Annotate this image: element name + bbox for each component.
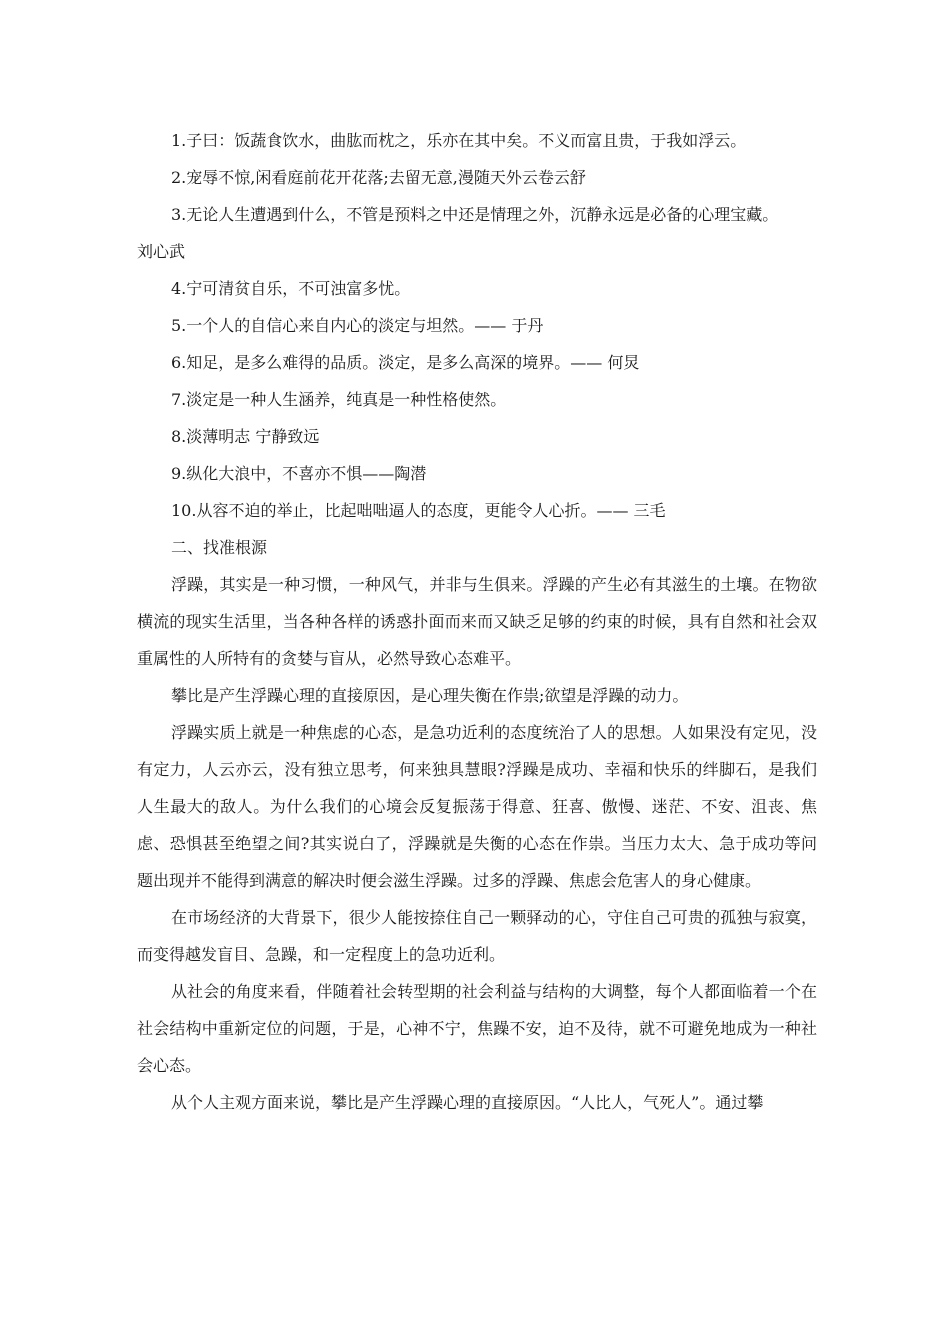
- quote-6: 6.知足，是多么难得的品质。淡定，是多么高深的境界。—— 何炅: [171, 353, 640, 372]
- paragraph-1: 浮躁，其实是一种习惯，一种风气，并非与生俱来。浮躁的产生必有其滋生的土壤。在物欲横流的现实生活里，当各种各样的诱惑扑面而来而又缺乏足够的约束的时候，具有自然和社会双重属性的人所特有的贪婪与盲从，必然导致心态难平。: [137, 575, 817, 668]
- section-heading: 二、找准根源: [171, 538, 268, 557]
- quote-10: 10.从容不迫的举止，比起咄咄逼人的态度，更能令人心折。—— 三毛: [171, 501, 666, 520]
- quote-7: 7.淡定是一种人生涵养，纯真是一种性格使然。: [171, 390, 507, 409]
- quote-5: 5.一个人的自信心来自内心的淡定与坦然。—— 于丹: [171, 316, 544, 335]
- paragraph-2: 攀比是产生浮躁心理的直接原因，是心理失衡在作祟;欲望是浮躁的动力。: [171, 686, 689, 705]
- quote-4: 4.宁可清贫自乐，不可浊富多忧。: [171, 279, 411, 298]
- paragraph-4: 在市场经济的大背景下，很少人能按捺住自己一颗驿动的心，守住自己可贵的孤独与寂寞，而变得越发盲目、急躁，和一定程度上的急功近利。: [137, 908, 817, 964]
- paragraph-3: 浮躁实质上就是一种焦虑的心态，是急功近利的态度统治了人的思想。人如果没有定见，没有定力，人云亦云，没有独立思考，何来独具慧眼?浮躁是成功、幸福和快乐的绊脚石，是我们人生最大的敌人。为什么我们的心境会反复振荡于得意、狂喜、傲慢、迷茫、不安、沮丧、焦虑、恐惧甚至绝望之间?其实说白了，浮躁就是失衡的心态在作祟。当压力太大、急于成功等问题出现并不能得到满意的解决时便会滋生浮躁。过多的浮躁、焦虑会危害人的身心健康。: [137, 723, 817, 890]
- paragraph-5: 从社会的角度来看，伴随着社会转型期的社会利益与结构的大调整，每个人都面临着一个在社会结构中重新定位的问题，于是，心神不宁，焦躁不安，迫不及待，就不可避免地成为一种社会心态。: [137, 982, 817, 1075]
- document-body: [137, 122, 817, 1121]
- quote-3-author: 刘心武: [137, 242, 186, 261]
- quote-3: 3.无论人生遭遇到什么，不管是预料之中还是情理之外，沉静永远是必备的心理宝藏。: [171, 205, 779, 224]
- quote-9: 9.纵化大浪中，不喜亦不惧——陶潜: [171, 464, 427, 483]
- quote-2: 2.宠辱不惊,闲看庭前花开花落;去留无意,漫随天外云卷云舒: [171, 168, 586, 187]
- paragraph-6: 从个人主观方面来说，攀比是产生浮躁心理的直接原因。“人比人，气死人”。通过攀: [171, 1093, 764, 1112]
- quote-8: 8.淡薄明志 宁静致远: [171, 427, 320, 446]
- quote-1: 1.子曰：饭蔬食饮水，曲肱而枕之，乐亦在其中矣。不义而富且贵，于我如浮云。: [171, 131, 747, 150]
